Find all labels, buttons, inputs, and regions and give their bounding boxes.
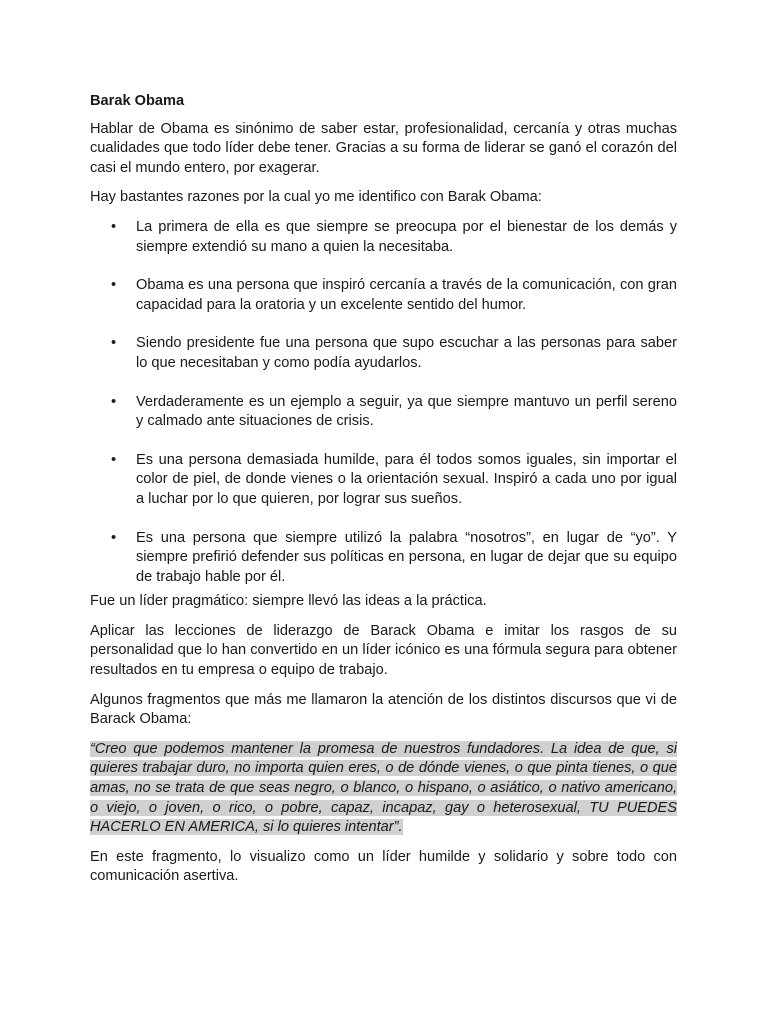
bullet-icon: • [111,529,117,546]
quote-text: “Creo que podemos mantener la promesa de nuestros fundadores. La idea de que, si quieres trabajar duro, no importa quien eres, o de dónde vienes, o que pinta tienes, o que amas, no se trata de que seas negro, o blanco, o hispano, o asiático, o nativo americano, o viejo, o joven, o rico, o pobre, capaz, incapaz, gay o heterosexual, TU PUEDES HACERLO EN AMERICA, si lo quieres intentar”. [90,740,677,836]
bullet-icon: • [111,335,117,352]
highlighted-quote [90,740,677,838]
list-item [90,218,677,257]
reasons-list [90,218,677,587]
list-item [90,276,677,315]
bullet-icon: • [111,277,117,294]
pragmatic-paragraph: Fue un líder pragmático: siempre llevó las ideas a la práctica. [90,593,487,610]
list-item [90,451,677,510]
intro-paragraph: Hablar de Obama es sinónimo de saber estar, profesionalidad, cercanía y otras muchas cualidades que todo líder debe tener. Gracias a su forma de liderar se ganó el corazón del casi el mundo entero, por exagerar. [90,120,677,176]
list-item-text: Verdaderamente es un ejemplo a seguir, ya que siempre mantuvo un perfil sereno y calmado ante situaciones de crisis. [136,393,677,430]
document-heading: Barak Obama [90,93,185,109]
list-item-text: Obama es una persona que inspiró cercanía a través de la comunicación, con gran capacidad para la oratoria y un excelente sentido del humor. [136,277,677,313]
closing-paragraph: En este fragmento, lo visualizo como un líder humilde y solidario y sobre todo con comunicación asertiva. [90,848,677,885]
list-item [90,393,677,432]
list-item-text: Siendo presidente fue una persona que supo escuchar a las personas para saber lo que necesitaban y como podía ayudarlos. [136,335,677,371]
reasons-intro-paragraph: Hay bastantes razones por la cual yo me identifico con Barak Obama: [90,189,542,206]
lessons-paragraph: Aplicar las lecciones de liderazgo de Barack Obama e imitar los rasgos de su personalidad que lo han convertido en un líder icónico es una fórmula segura para obtener resultados en tu empresa o equipo de trabajo. [90,622,677,679]
fragments-intro-paragraph: Algunos fragmentos que más me llamaron la atención de los distintos discursos que vi de Barack Obama: [90,691,677,728]
document-page [90,92,677,897]
list-item [90,529,677,588]
bullet-icon: • [111,393,117,410]
list-item-text: La primera de ella es que siempre se preocupa por el bienestar de los demás y siempre extendió su mano a quien la necesitaba. [136,218,677,255]
list-item-text: Es una persona demasiada humilde, para él todos somos iguales, sin importar el color de piel, de donde vienes o la orientación sexual. Inspiró a cada uno por igual a luchar por lo que quieren, por lograr sus sueños. [136,451,677,507]
bullet-icon: • [111,451,117,468]
list-item [90,334,677,373]
list-item-text: Es una persona que siempre utilizó la palabra “nosotros”, en lugar de “yo”. Y siempre prefirió defender sus políticas en persona, en lugar de dejar que su equipo de trabajo hable por él. [136,529,677,585]
bullet-icon: • [111,218,117,235]
